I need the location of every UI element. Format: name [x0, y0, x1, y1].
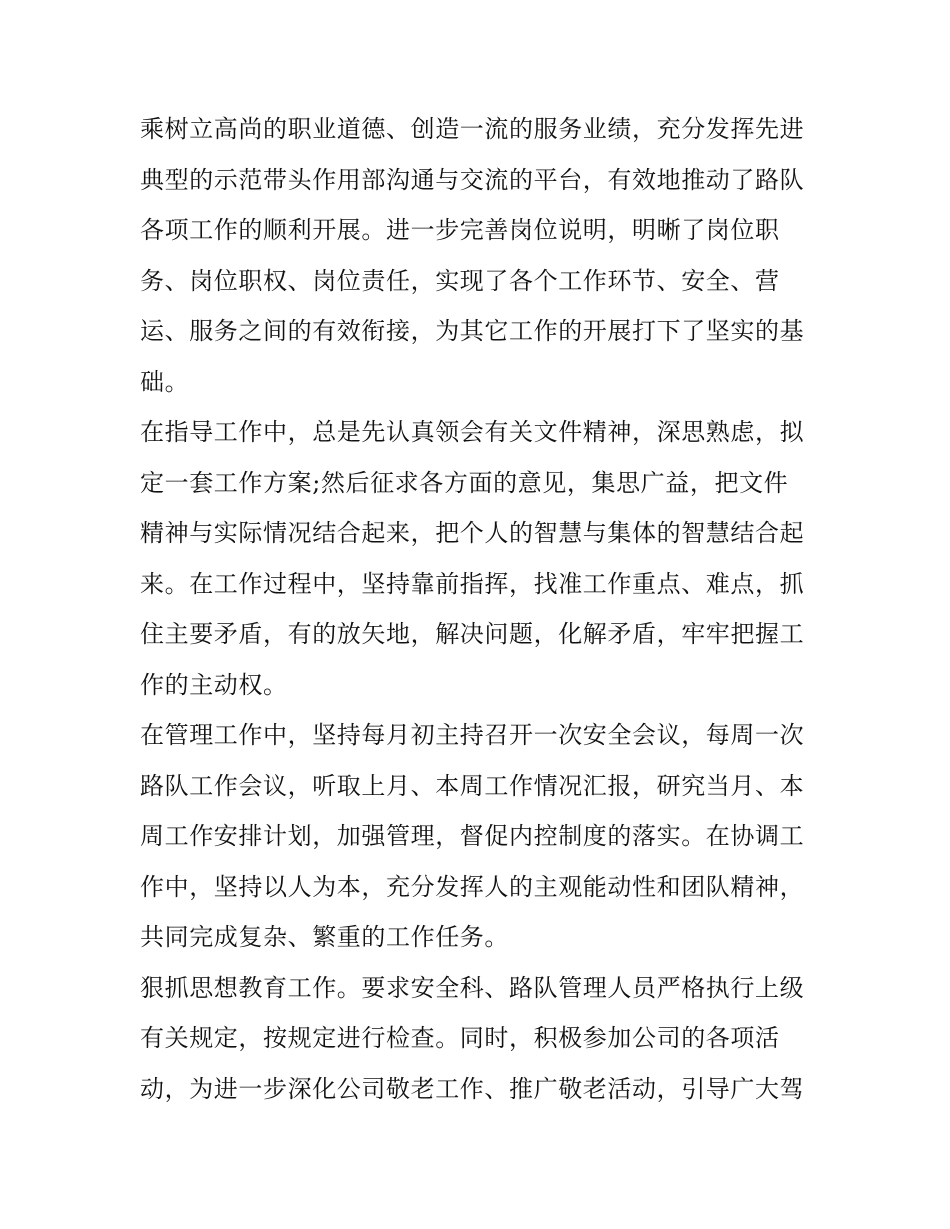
text-line: 来。在工作过程中，坚持靠前指挥，找准工作重点、难点，抓: [140, 569, 805, 598]
text-line: 在指导工作中，总是先认真领会有关文件精神，深思熟虑，拟: [140, 418, 805, 446]
text-line: 狠抓思想教育工作。要求安全科、路队管理人员严格执行上级: [140, 973, 805, 1002]
text-line: 定一套工作方案;然后征求各方面的意见，集思广益，把文件: [140, 468, 789, 497]
text-line: 务、岗位职权、岗位责任，实现了各个工作环节、安全、营: [140, 266, 780, 295]
text-line: 在管理工作中，坚持每月初主持召开一次安全会议，每周一次: [140, 721, 805, 749]
text-line: 动，为进一步深化公司敬老工作、推广敬老活动，引导广大驾: [140, 1074, 805, 1103]
text-line: 精神与实际情况结合起来，把个人的智慧与集体的智慧结合起: [140, 519, 805, 547]
text-line: 周工作安排计划，加强管理，督促内控制度的落实。在协调工: [140, 822, 805, 850]
text-line: 础。: [140, 367, 190, 396]
text-line: 作中，坚持以人为本，充分发挥人的主观能动性和团队精神，: [140, 872, 805, 901]
text-line: 典型的示范带头作用部沟通与交流的平台，有效地推动了路队: [140, 165, 805, 194]
text-line: 运、服务之间的有效衔接，为其它工作的开展打下了坚实的基: [140, 317, 805, 345]
text-line: 路队工作会议，听取上月、本周工作情况汇报，研究当月、本: [140, 771, 805, 800]
text-line: 住主要矛盾，有的放矢地，解决问题，化解矛盾，牢牢把握工: [140, 620, 805, 648]
text-line: 共同完成复杂、繁重的工作任务。: [140, 923, 509, 951]
text-line: 有关规定，按规定进行检查。同时，积极参加公司的各项活: [140, 1024, 780, 1052]
document-body: [140, 104, 812, 1114]
text-line: 各项工作的顺利开展。进一步完善岗位说明，明晰了岗位职: [140, 216, 780, 244]
text-line: 作的主动权。: [140, 670, 288, 699]
text-line: 乘树立高尚的职业道德、创造一流的服务业绩，充分发挥先进: [140, 115, 805, 143]
